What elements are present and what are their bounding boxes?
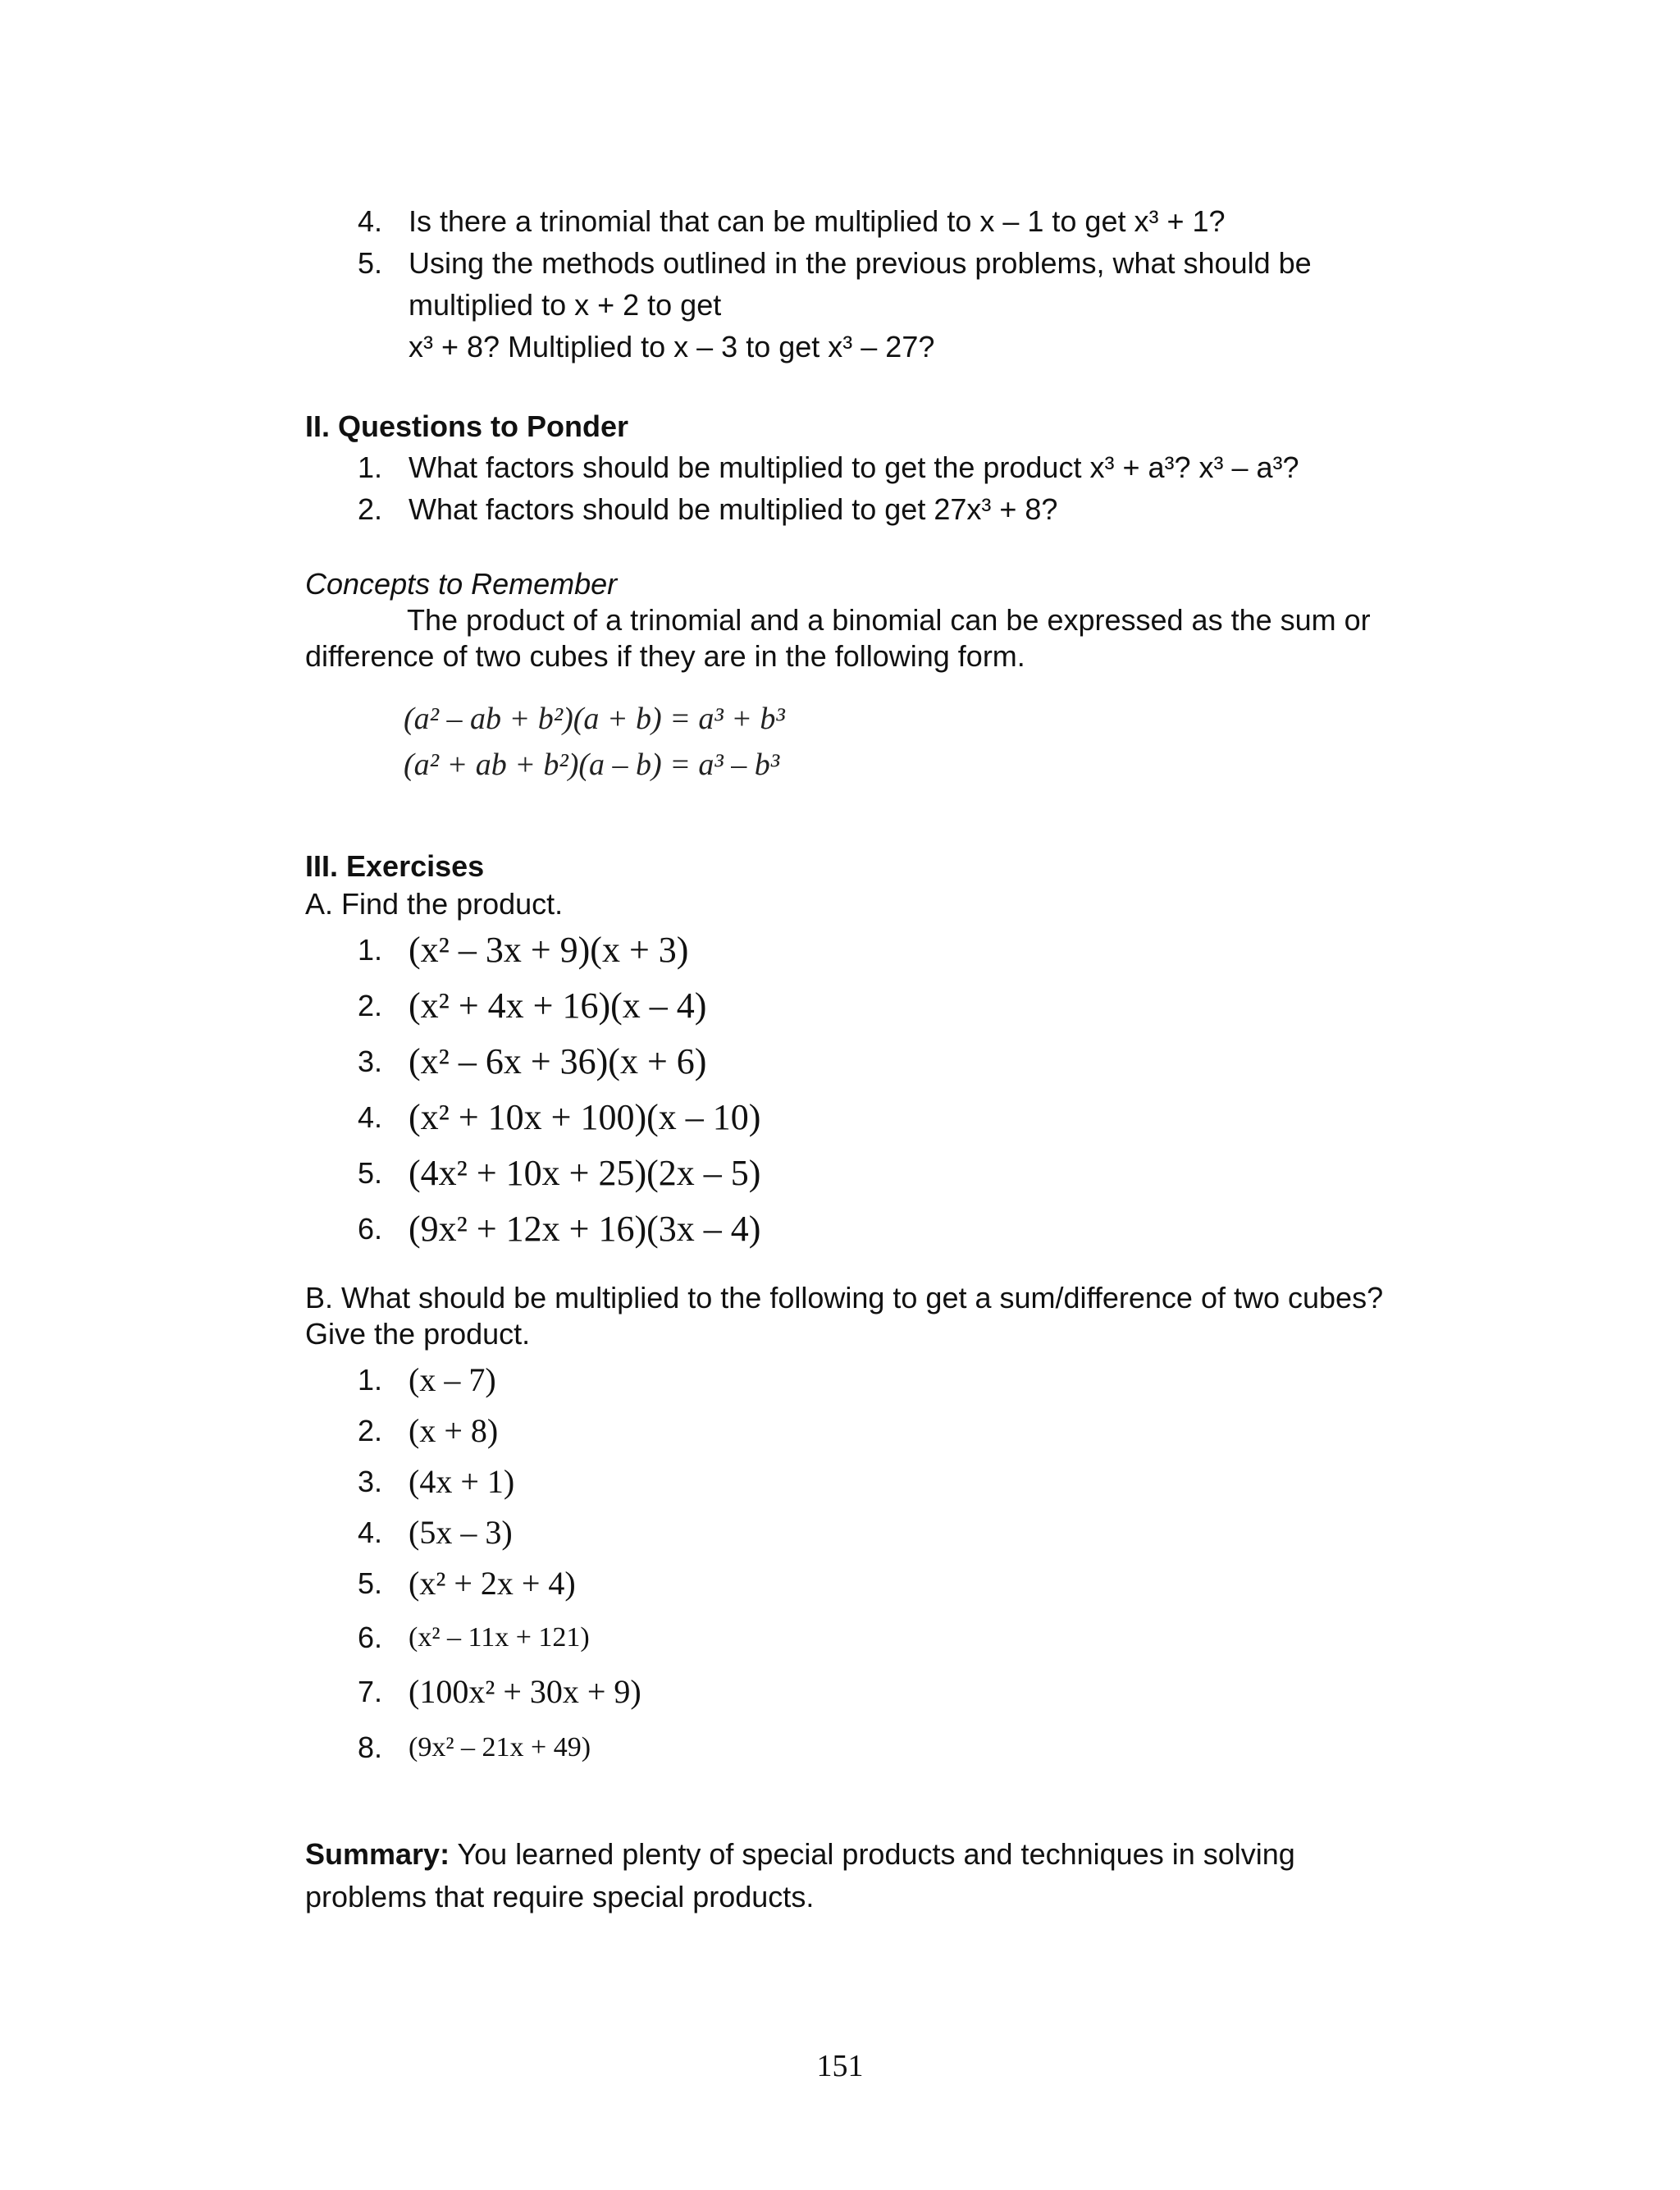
formula-block bbox=[404, 696, 1470, 788]
exercise-expression: (x – 7) bbox=[409, 1361, 496, 1398]
item-number: 3. bbox=[358, 1045, 383, 1078]
item-number: 2. bbox=[358, 1414, 383, 1447]
item-number: 5. bbox=[358, 246, 383, 280]
page-number: 151 bbox=[816, 2049, 864, 2083]
summary-section bbox=[305, 1833, 1470, 1918]
exercise-expression: (x² + 4x + 16)(x – 4) bbox=[409, 985, 707, 1026]
summary-line-2: problems that require special products. bbox=[305, 1880, 815, 1913]
section-heading: III. Exercises bbox=[305, 849, 485, 883]
part-a-label: A. Find the product. bbox=[305, 887, 564, 921]
list-item bbox=[305, 242, 1470, 368]
exercise-expression: (9x² + 12x + 16)(3x – 4) bbox=[409, 1209, 761, 1249]
exercise-expression: (9x² – 21x + 49) bbox=[409, 1732, 591, 1763]
formula-sum-of-cubes: (a² – ab + b²)(a + b) = a³ + b³ bbox=[404, 702, 785, 736]
list-item bbox=[305, 1610, 1470, 1664]
continued-list bbox=[305, 200, 1470, 368]
list-item bbox=[305, 1352, 1470, 1403]
list-item bbox=[305, 1034, 1470, 1090]
summary-line-1 bbox=[305, 1833, 1470, 1876]
exercise-expression: (x² + 2x + 4) bbox=[409, 1565, 576, 1602]
item-number: 1. bbox=[358, 1363, 383, 1397]
summary-label: Summary: bbox=[305, 1837, 450, 1871]
item-number: 1. bbox=[358, 450, 383, 484]
exercise-expression: (5x – 3) bbox=[409, 1514, 513, 1551]
list-item bbox=[305, 446, 1470, 488]
section-heading: II. Questions to Ponder bbox=[305, 409, 629, 443]
item-number: 1. bbox=[358, 933, 383, 967]
list-item bbox=[305, 488, 1470, 530]
item-text: What factors should be multiplied to get the product x³ + a³? x³ – a³? bbox=[409, 450, 1299, 484]
item-number: 4. bbox=[358, 1516, 383, 1549]
formula-difference-of-cubes: (a² + ab + b²)(a – b) = a³ – b³ bbox=[404, 748, 780, 782]
exercise-expression: (x² – 6x + 36)(x + 6) bbox=[409, 1041, 707, 1081]
item-text: What factors should be multiplied to get 27x³ + 8? bbox=[409, 492, 1058, 526]
item-number: 5. bbox=[358, 1156, 383, 1190]
list-item bbox=[305, 200, 1470, 242]
item-number: 5. bbox=[358, 1566, 383, 1600]
part-b-list bbox=[305, 1352, 1470, 1774]
list-item bbox=[305, 1201, 1470, 1257]
exercise-expression: (x² – 3x + 9)(x + 3) bbox=[409, 930, 689, 970]
list-item bbox=[305, 1664, 1470, 1720]
part-b-label-cont: Give the product. bbox=[305, 1317, 531, 1351]
list-item bbox=[305, 1454, 1470, 1505]
list-item bbox=[305, 1145, 1470, 1201]
concepts-section bbox=[305, 566, 1470, 788]
list-item bbox=[305, 1505, 1470, 1556]
concepts-title: Concepts to Remember bbox=[305, 567, 618, 601]
part-a-list bbox=[305, 922, 1470, 1257]
item-number: 6. bbox=[358, 1621, 383, 1654]
item-number: 2. bbox=[358, 989, 383, 1022]
summary-text: You learned plenty of special products and techniques in solving bbox=[450, 1837, 1295, 1871]
item-number: 6. bbox=[358, 1212, 383, 1246]
item-number: 3. bbox=[358, 1465, 383, 1498]
exercise-expression: (x² – 11x + 121) bbox=[409, 1622, 590, 1653]
list-item bbox=[305, 922, 1470, 978]
item-number: 4. bbox=[358, 204, 383, 238]
item-text: Is there a trinomial that can be multiplied to x – 1 to get x³ + 1? bbox=[409, 204, 1226, 238]
exercise-expression: (4x + 1) bbox=[409, 1463, 515, 1500]
list-item bbox=[305, 1556, 1470, 1610]
list-item bbox=[305, 978, 1470, 1034]
part-b-label: B. What should be multiplied to the following to get a sum/difference of two cubes? bbox=[305, 1281, 1384, 1314]
ponder-section bbox=[305, 407, 1470, 530]
item-number: 8. bbox=[358, 1731, 383, 1764]
list-item bbox=[305, 1403, 1470, 1454]
list-item bbox=[305, 1720, 1470, 1774]
exercise-expression: (4x² + 10x + 25)(2x – 5) bbox=[409, 1153, 761, 1193]
exercises-section bbox=[305, 847, 1470, 1774]
item-text-cont: multiplied to x + 2 to get bbox=[409, 288, 722, 322]
exercise-expression: (x² + 10x + 100)(x – 10) bbox=[409, 1097, 761, 1137]
item-number: 2. bbox=[358, 492, 383, 526]
exercise-expression: (x + 8) bbox=[409, 1412, 499, 1449]
concepts-paragraph: The product of a trinomial and a binomial can be expressed as the sum or difference of two cubes if they are in the following form. bbox=[305, 603, 1371, 673]
list-item bbox=[305, 1090, 1470, 1145]
item-number: 4. bbox=[358, 1100, 383, 1134]
exercise-expression: (100x² + 30x + 9) bbox=[409, 1673, 641, 1710]
item-text-cont: x³ + 8? Multiplied to x – 3 to get x³ – 27? bbox=[409, 330, 935, 363]
item-text: Using the methods outlined in the previous problems, what should be bbox=[409, 246, 1312, 280]
item-number: 7. bbox=[358, 1675, 383, 1708]
